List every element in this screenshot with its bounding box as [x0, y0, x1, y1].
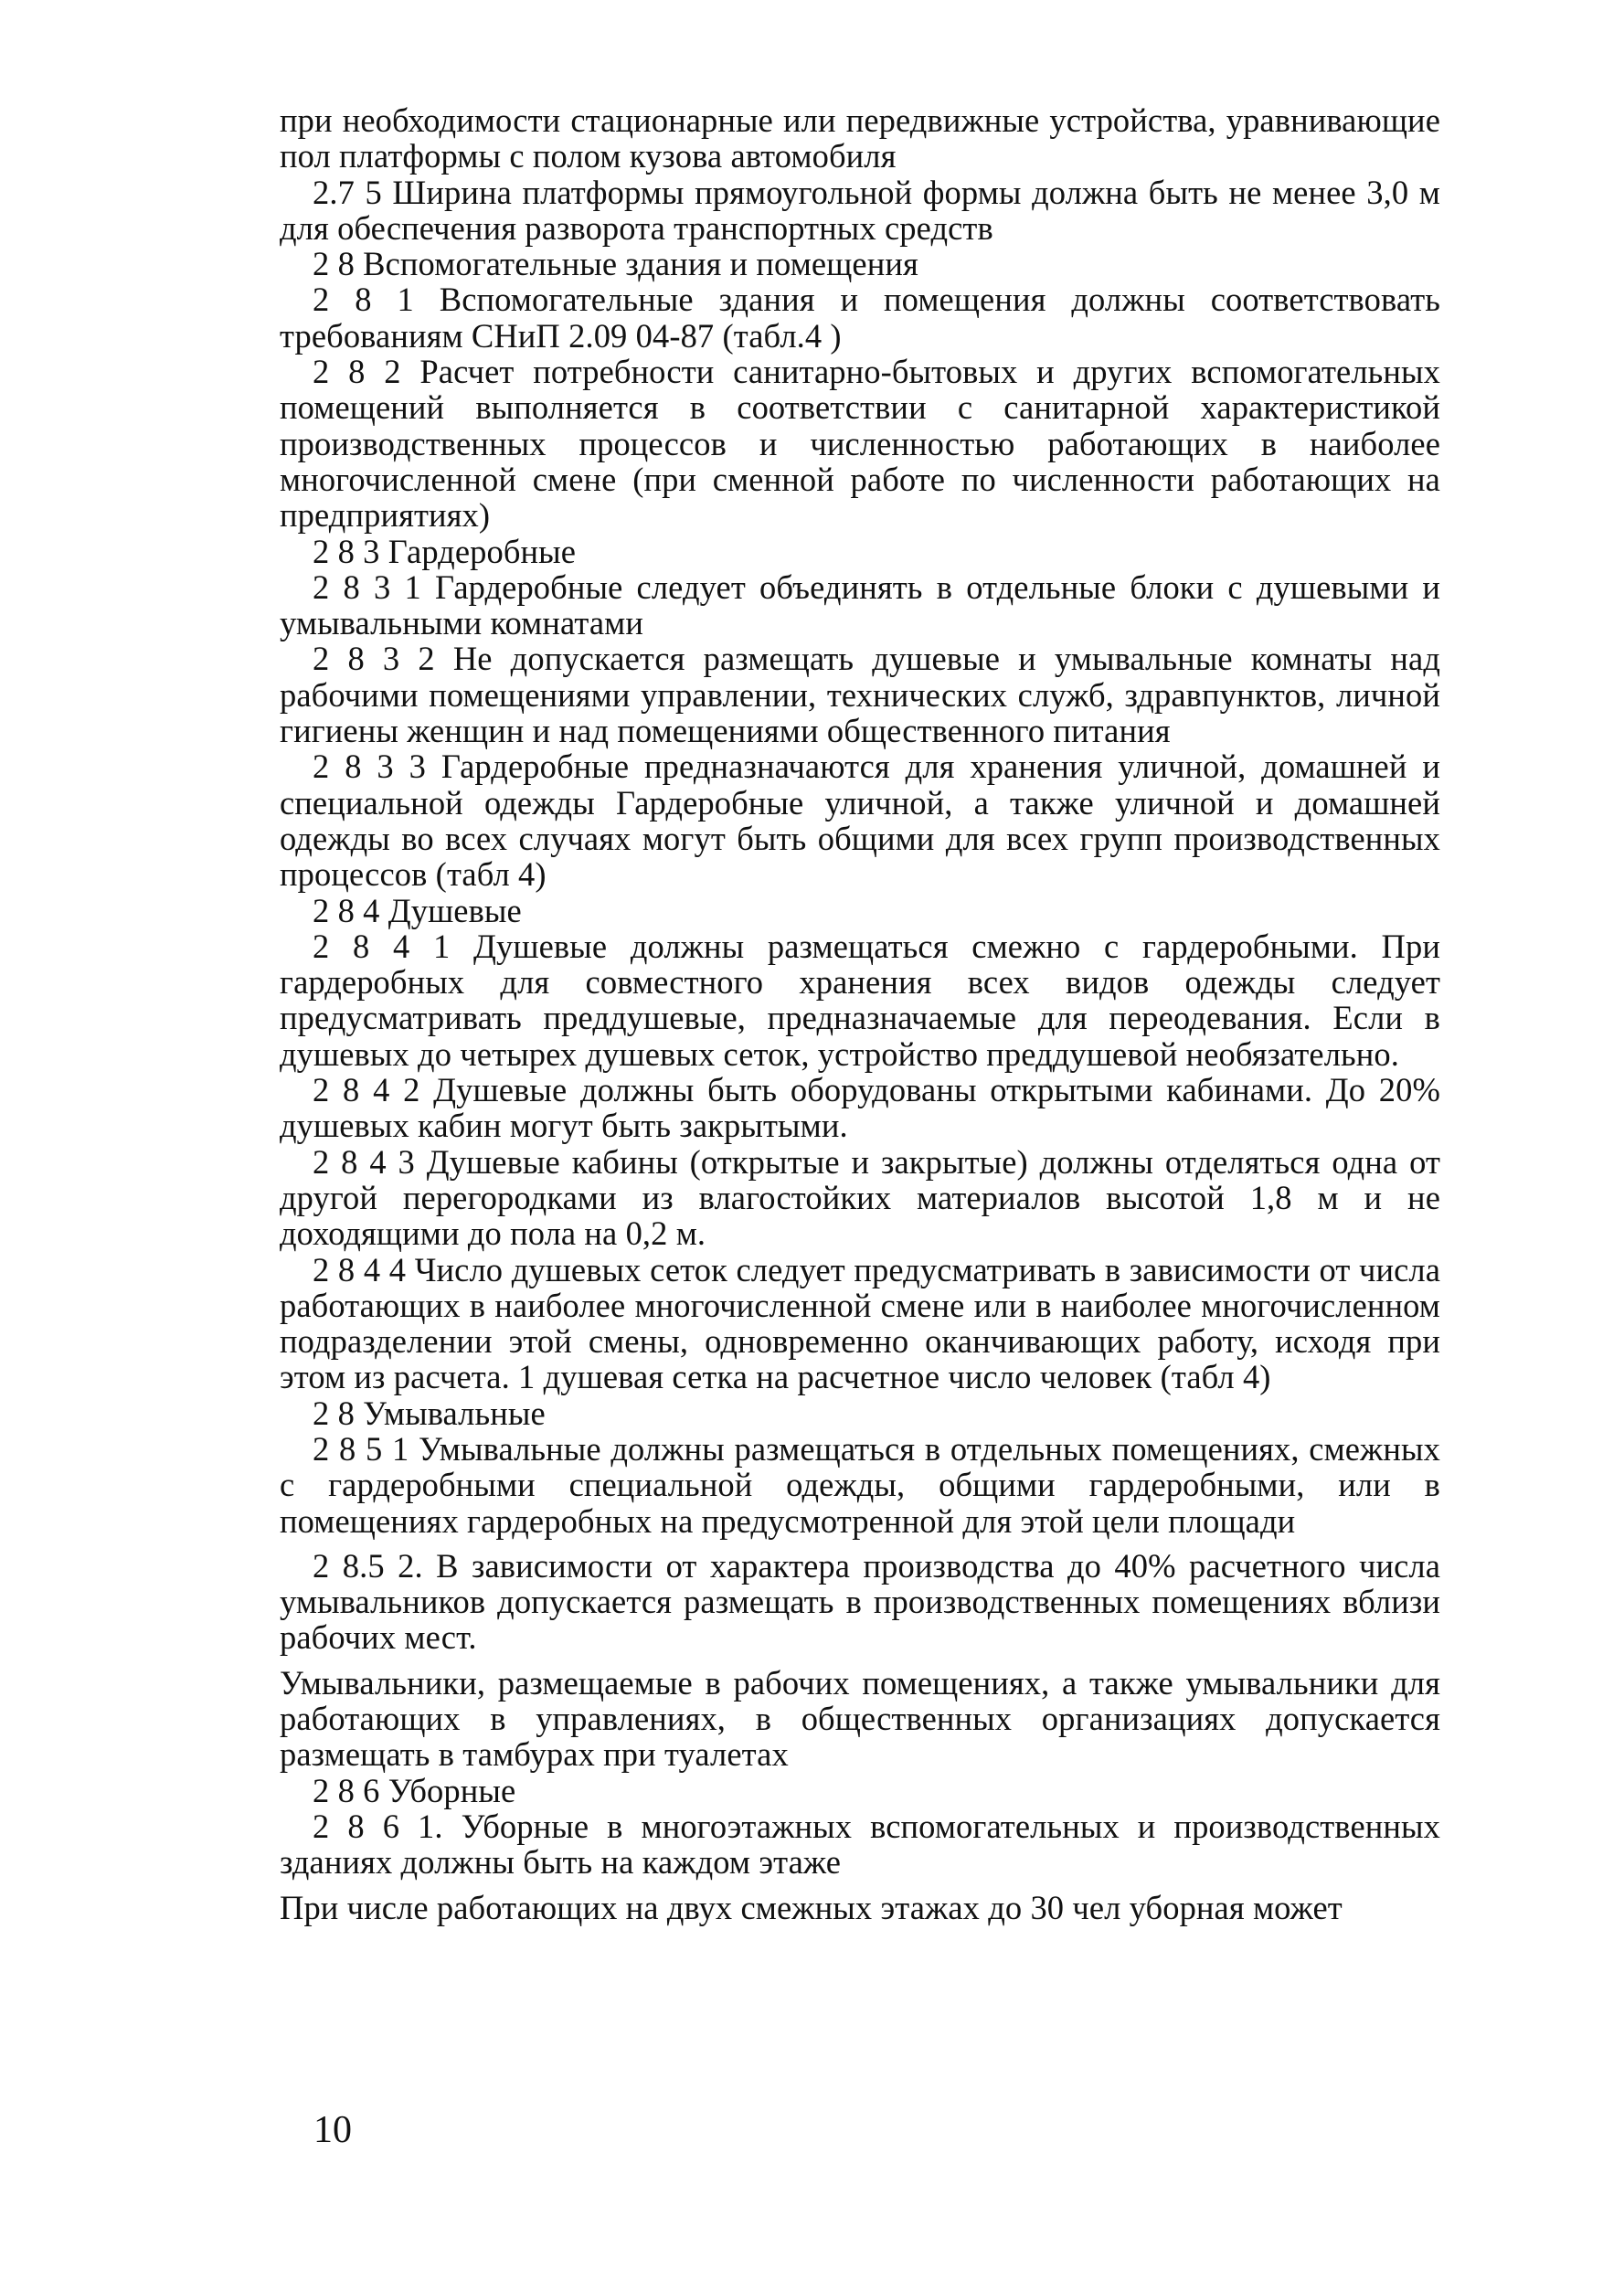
paragraph: 2 8 3 2 Не допускается размещать душевые и умывальные комнаты над рабочими помещениями управлении, технических служб, здравпунктов, личной гигиены женщин и над помещениями общественного питания [280, 640, 1440, 750]
paragraph: 2.7 5 Ширина платформы прямоугольной формы должна быть не менее 3,0 м для обеспечения разворота транспортных средств [280, 173, 1440, 247]
paragraph: при необходимости стационарные или передвижные устройства, уравнивающие пол платформы с полом кузова автомобиля [280, 101, 1440, 175]
section-heading: 2 8 4 Душевые [313, 891, 522, 929]
paragraph: 2 8 1 Вспомогательные здания и помещения должны соответствовать требованиям СНиП 2.09 04-87 (табл.4 ) [280, 281, 1440, 355]
paragraph: 2 8 3 3 Гардеробные предназначаются для хранения уличной, домашней и специальной одежды Гардеробные уличной, а также уличной и домашней одежды во всех случаях могут быть общими для всех групп производственных процессов (табл 4) [280, 747, 1440, 894]
section-heading: 2 8 3 Гардеробные [313, 532, 577, 570]
document-body [280, 102, 1440, 1925]
paragraph: 2 8 4 1 Душевые должны размещаться смежно с гардеробными. При гардеробных для совместного хранения всех видов одежды следует предусматривать преддушевые, предназначаемые для переодевания. Если в душевых до четырех душевых сеток, устройство преддушевой необязательно. [280, 927, 1440, 1073]
section-heading: 2 8 Вспомогательные здания и помещения [313, 245, 918, 283]
paragraph: 2 8 4 4 Число душевых сеток следует предусматривать в зависимости от числа работающих в наиболее многочисленной смене или в наиболее многочисленном подразделении этой смены, одновременно оканчивающих работу, исходя при этом из расчета. 1 душевая сетка на расчетное число человек (табл 4) [280, 1250, 1440, 1396]
paragraph: 2 8 3 1 Гардеробные следует объединять в отдельные блоки с душевыми и умывальными комнатами [280, 567, 1440, 642]
paragraph: 2 8.5 2. В зависимости от характера производства до 40% расчетного числа умывальников допускается размещать в производственных помещениях вблизи рабочих мест. [280, 1546, 1440, 1657]
section-heading: 2 8 6 Уборные [313, 1771, 516, 1809]
paragraph: 2 8 5 1 Умывальные должны размещаться в отдельных помещениях, смежных с гардеробными специальной одежды, общими гардеробными, или в помещениях гардеробных на предусмотренной для этой цели площади [280, 1429, 1440, 1540]
page-number: 10 [313, 2109, 352, 2151]
paragraph: 2 8 4 2 Душевые должны быть оборудованы открытыми кабинами. До 20% душевых кабин могут быть закрытыми. [280, 1071, 1440, 1145]
paragraph: При числе работающих на двух смежных этажах до 30 чел уборная может [280, 1888, 1343, 1926]
paragraph: Умывальники, размещаемые в рабочих помещениях, а также умывальники для работающих в управлениях, в общественных организациях допускается размещать в тамбурах при туалетах [280, 1663, 1440, 1774]
paragraph: 2 8 4 3 Душевые кабины (открытые и закрытые) должны отделяться одна от другой перегородками из влагостойких материалов высотой 1,8 м и не доходящими до пола на 0,2 м. [280, 1142, 1440, 1253]
section-heading: 2 8 Умывальные [313, 1394, 546, 1432]
paragraph: 2 8 6 1. Уборные в многоэтажных вспомогательных и производственных зданиях должны быть на каждом этаже [280, 1807, 1440, 1882]
paragraph: 2 8 2 Расчет потребности санитарно-бытовых и других вспомогательных помещений выполняется в соответствии с санитарной характеристикой производственных процессов и численностью работающих в наиболее многочисленной смене (при сменной работе по численности работающих на предприятиях) [280, 353, 1440, 535]
